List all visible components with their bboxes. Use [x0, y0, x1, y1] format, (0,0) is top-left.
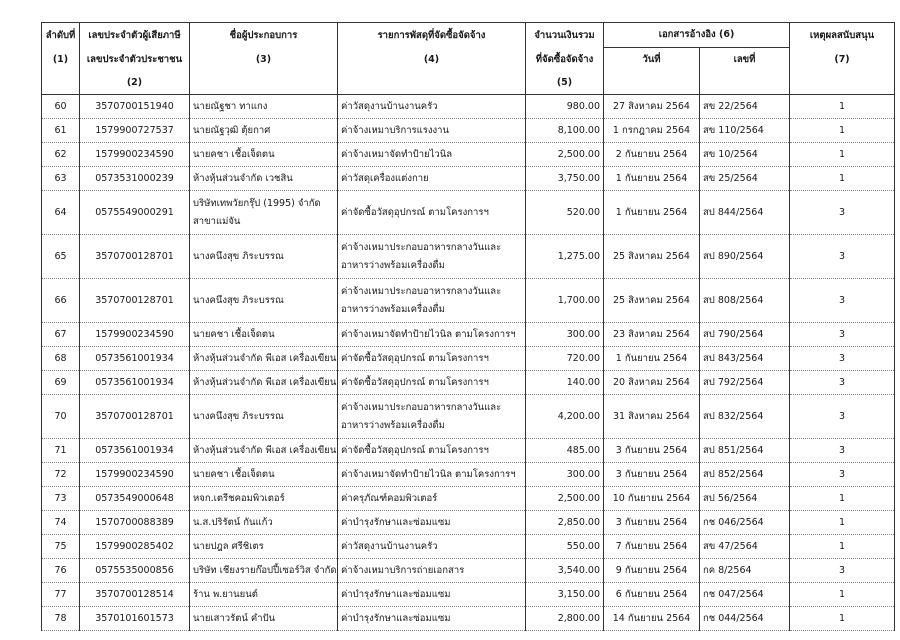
cell-item: ค่าจัดซื้อวัสดุอุปกรณ์ ตามโครงการฯ [338, 191, 526, 235]
cell-vendor: นายคชา เชื้อเจ็ดตน [190, 463, 338, 487]
cell-seq: 60 [42, 95, 80, 119]
table-row [42, 395, 895, 439]
table-body [42, 95, 895, 631]
cell-seq: 61 [42, 119, 80, 143]
cell-item: ค่าจ้างเหมาจัดทำป้ายไวนิล [338, 143, 526, 167]
cell-amount: 2,800.00 [526, 607, 604, 631]
cell-seq: 67 [42, 323, 80, 347]
cell-vendor: นายปฎล ศรีชิเตร [190, 535, 338, 559]
header-ref-no: เลขที่ [700, 48, 790, 72]
cell-taxid: 0573531000239 [80, 167, 190, 191]
cell-vendor: น.ส.ปริรัตน์ กันแก้ว [190, 511, 338, 535]
cell-item: ค่าจัดซื้อวัสดุอุปกรณ์ ตามโครงการฯ [338, 347, 526, 371]
cell-seq: 72 [42, 463, 80, 487]
cell-item-line2: อาหารว่างพร้อมเครื่องดื่ม [341, 303, 445, 315]
cell-item [338, 279, 526, 323]
cell-amount: 550.00 [526, 535, 604, 559]
cell-ref-date: 7 กันยายน 2564 [604, 535, 700, 559]
cell-vendor: นางคนึงสุข ภิระบรรณ [190, 279, 338, 323]
cell-amount: 3,150.00 [526, 583, 604, 607]
cell-reason: 3 [790, 463, 895, 487]
cell-item-line1: ค่าจ้างเหมาประกอบอาหารกลางวันและ [341, 286, 502, 298]
cell-ref-no: สป 843/2564 [700, 347, 790, 371]
cell-seq: 68 [42, 347, 80, 371]
cell-taxid: 0573561001934 [80, 439, 190, 463]
cell-amount: 4,200.00 [526, 395, 604, 439]
header-amount-sub: ที่จัดซื้อจัดจ้าง [526, 48, 604, 72]
cell-amount: 485.00 [526, 439, 604, 463]
cell-ref-no: สป 792/2564 [700, 371, 790, 395]
cell-ref-no: สป 844/2564 [700, 191, 790, 235]
cell-seq: 64 [42, 191, 80, 235]
cell-vendor [190, 191, 338, 235]
header-seq: ลำดับที่ [42, 23, 80, 48]
table-row [42, 371, 895, 395]
cell-ref-no: สป 851/2564 [700, 439, 790, 463]
cell-taxid: 1579900285402 [80, 535, 190, 559]
cell-vendor: หจก.เตรีชคอมพิวเตอร์ [190, 487, 338, 511]
cell-vendor: ห้างหุ้นส่วนจำกัด เวชสิน [190, 167, 338, 191]
cell-item: ค่าวัสดุงานบ้านงานครัว [338, 535, 526, 559]
cell-taxid: 0573561001934 [80, 371, 190, 395]
header-amount-num: (5) [526, 71, 604, 95]
cell-taxid: 0573561001934 [80, 347, 190, 371]
cell-vendor: นายคชา เชื้อเจ็ดตน [190, 143, 338, 167]
cell-reason: 3 [790, 439, 895, 463]
header-reason-num: (7) [790, 48, 895, 72]
cell-reason: 1 [790, 583, 895, 607]
table-row [42, 487, 895, 511]
cell-item: ค่าจัดซื้อวัสดุอุปกรณ์ ตามโครงการฯ [338, 439, 526, 463]
cell-ref-date: 1 กันยายน 2564 [604, 191, 700, 235]
cell-ref-date: 1 กรกฎาคม 2564 [604, 119, 700, 143]
cell-vendor: นางคนึงสุข ภิระบรรณ [190, 235, 338, 279]
cell-ref-date: 14 กันยายน 2564 [604, 607, 700, 631]
cell-taxid: 3570700128701 [80, 235, 190, 279]
cell-item: ค่าวัสดุงานบ้านงานครัว [338, 95, 526, 119]
table-row [42, 279, 895, 323]
header-reason: เหตุผลสนับสนุน [790, 23, 895, 48]
cell-seq: 73 [42, 487, 80, 511]
cell-ref-date: 9 กันยายน 2564 [604, 559, 700, 583]
cell-vendor: บริษัท เชียงรายก๊อปปี้เซอร์วิส จำกัด [190, 559, 338, 583]
cell-taxid: 0575549000291 [80, 191, 190, 235]
cell-amount: 1,275.00 [526, 235, 604, 279]
cell-amount: 2,500.00 [526, 143, 604, 167]
cell-reason: 1 [790, 487, 895, 511]
cell-vendor: ร้าน พ.ยานยนต์ [190, 583, 338, 607]
cell-seq: 65 [42, 235, 80, 279]
cell-seq: 76 [42, 559, 80, 583]
cell-item: ค่าจัดซื้อวัสดุอุปกรณ์ ตามโครงการฯ [338, 371, 526, 395]
table-row [42, 583, 895, 607]
cell-ref-no: กค 8/2564 [700, 559, 790, 583]
table-row [42, 607, 895, 631]
cell-taxid: 1579900727537 [80, 119, 190, 143]
cell-item [338, 395, 526, 439]
cell-ref-date: 3 กันยายน 2564 [604, 439, 700, 463]
header-taxid: เลขประจำตัวผู้เสียภาษี [80, 23, 190, 48]
cell-ref-no: สข 10/2564 [700, 143, 790, 167]
cell-taxid: 1570700088389 [80, 511, 190, 535]
cell-reason: 3 [790, 235, 895, 279]
cell-vendor: นายณัฐวุฒิ ตุ้ยกาศ [190, 119, 338, 143]
cell-ref-date: 2 กันยายน 2564 [604, 143, 700, 167]
table-row [42, 95, 895, 119]
table-row [42, 191, 895, 235]
table-row [42, 119, 895, 143]
cell-reason: 3 [790, 191, 895, 235]
cell-ref-date: 20 สิงหาคม 2564 [604, 371, 700, 395]
cell-ref-date: 3 กันยายน 2564 [604, 463, 700, 487]
cell-reason: 1 [790, 535, 895, 559]
cell-ref-no: สป 890/2564 [700, 235, 790, 279]
cell-item: ค่าจ้างเหมาจัดทำป้ายไวนิล ตามโครงการฯ [338, 463, 526, 487]
cell-item [338, 235, 526, 279]
cell-amount: 720.00 [526, 347, 604, 371]
cell-item: ค่าบำรุงรักษาและซ่อมแซม [338, 511, 526, 535]
table-row [42, 323, 895, 347]
cell-item: ค่าจ้างเหมาบริการแรงงาน [338, 119, 526, 143]
cell-reason: 1 [790, 511, 895, 535]
cell-reason: 1 [790, 119, 895, 143]
cell-item: ค่าครุภัณฑ์คอมพิวเตอร์ [338, 487, 526, 511]
cell-ref-no: สข 47/2564 [700, 535, 790, 559]
cell-ref-no: สข 25/2564 [700, 167, 790, 191]
cell-ref-no: สข 110/2564 [700, 119, 790, 143]
cell-taxid: 0575535000856 [80, 559, 190, 583]
header-taxid-num: (2) [80, 71, 190, 95]
cell-taxid: 3570101601573 [80, 607, 190, 631]
cell-vendor: ห้างหุ้นส่วนจำกัด พีเอส เครื่องเขียน [190, 347, 338, 371]
cell-reason: 3 [790, 347, 895, 371]
cell-amount: 1,700.00 [526, 279, 604, 323]
cell-ref-date: 1 กันยายน 2564 [604, 347, 700, 371]
cell-item-line2: อาหารว่างพร้อมเครื่องดื่ม [341, 419, 445, 431]
cell-seq: 77 [42, 583, 80, 607]
table-row [42, 143, 895, 167]
cell-reason: 1 [790, 143, 895, 167]
cell-reason: 1 [790, 607, 895, 631]
cell-amount: 300.00 [526, 323, 604, 347]
cell-vendor: ห้างหุ้นส่วนจำกัด พีเอส เครื่องเขียน [190, 371, 338, 395]
header-item: รายการพัสดุที่จัดซื้อจัดจ้าง [338, 23, 526, 48]
cell-ref-date: 1 กันยายน 2564 [604, 167, 700, 191]
cell-ref-date: 3 กันยายน 2564 [604, 511, 700, 535]
cell-seq: 69 [42, 371, 80, 395]
cell-seq: 63 [42, 167, 80, 191]
header-vendor-num: (3) [190, 48, 338, 72]
cell-ref-date: 27 สิงหาคม 2564 [604, 95, 700, 119]
cell-taxid: 1579900234590 [80, 323, 190, 347]
cell-reason: 3 [790, 559, 895, 583]
cell-seq: 62 [42, 143, 80, 167]
cell-reason: 1 [790, 167, 895, 191]
cell-amount: 3,540.00 [526, 559, 604, 583]
cell-taxid: 1579900234590 [80, 463, 190, 487]
cell-item: ค่าจ้างเหมาจัดทำป้ายไวนิล ตามโครงการฯ [338, 323, 526, 347]
cell-ref-no: สป 790/2564 [700, 323, 790, 347]
cell-ref-date: 23 สิงหาคม 2564 [604, 323, 700, 347]
cell-taxid: 3570700151940 [80, 95, 190, 119]
header-amount: จำนวนเงินรวม [526, 23, 604, 48]
cell-ref-no: สป 808/2564 [700, 279, 790, 323]
cell-ref-no: กช 046/2564 [700, 511, 790, 535]
cell-ref-date: 31 สิงหาคม 2564 [604, 395, 700, 439]
cell-ref-date: 25 สิงหาคม 2564 [604, 279, 700, 323]
cell-ref-no: สป 56/2564 [700, 487, 790, 511]
cell-ref-date: 25 สิงหาคม 2564 [604, 235, 700, 279]
cell-ref-no: สข 22/2564 [700, 95, 790, 119]
cell-ref-date: 10 กันยายน 2564 [604, 487, 700, 511]
cell-ref-no: สป 852/2564 [700, 463, 790, 487]
cell-amount: 140.00 [526, 371, 604, 395]
cell-amount: 300.00 [526, 463, 604, 487]
cell-ref-no: กช 044/2564 [700, 607, 790, 631]
cell-seq: 70 [42, 395, 80, 439]
cell-amount: 2,500.00 [526, 487, 604, 511]
cell-ref-no: สป 832/2564 [700, 395, 790, 439]
cell-taxid: 1579900234590 [80, 143, 190, 167]
cell-reason: 3 [790, 395, 895, 439]
cell-reason: 3 [790, 323, 895, 347]
table-header [42, 23, 895, 95]
table-row [42, 439, 895, 463]
cell-amount: 3,750.00 [526, 167, 604, 191]
cell-vendor-line2: สาขาแม่จัน [193, 215, 241, 227]
table-row [42, 235, 895, 279]
cell-vendor: ห้างหุ้นส่วนจำกัด พีเอส เครื่องเขียน [190, 439, 338, 463]
cell-amount: 8,100.00 [526, 119, 604, 143]
cell-seq: 75 [42, 535, 80, 559]
table-row [42, 167, 895, 191]
cell-item: ค่าจ้างเหมาบริการถ่ายเอกสาร [338, 559, 526, 583]
cell-taxid: 3570700128701 [80, 279, 190, 323]
header-seq-num: (1) [42, 48, 80, 72]
cell-item: ค่าวัสดุเครื่องแต่งกาย [338, 167, 526, 191]
table-row [42, 463, 895, 487]
cell-amount: 980.00 [526, 95, 604, 119]
cell-amount: 520.00 [526, 191, 604, 235]
cell-vendor: นายคชา เชื้อเจ็ดตน [190, 323, 338, 347]
cell-vendor-line1: บริษัทเทพวัยกรุ๊ป (1995) จำกัด [193, 198, 321, 210]
cell-vendor: นายเสาวรัตน์ คำปัน [190, 607, 338, 631]
header-taxid-sub: เลขประจำตัวประชาชน [80, 48, 190, 72]
cell-item: ค่าบำรุงรักษาและซ่อมแซม [338, 607, 526, 631]
cell-reason: 3 [790, 371, 895, 395]
cell-amount: 2,850.00 [526, 511, 604, 535]
table-row [42, 511, 895, 535]
header-vendor: ชื่อผู้ประกอบการ [190, 23, 338, 48]
cell-reason: 1 [790, 95, 895, 119]
cell-seq: 78 [42, 607, 80, 631]
cell-seq: 74 [42, 511, 80, 535]
procurement-sheet [41, 22, 894, 640]
header-ref-date: วันที่ [604, 48, 700, 72]
header-item-num: (4) [338, 48, 526, 72]
cell-taxid: 0573549000648 [80, 487, 190, 511]
cell-vendor: นายณัฐชา ทาแกง [190, 95, 338, 119]
table-row [42, 535, 895, 559]
cell-ref-date: 6 กันยายน 2564 [604, 583, 700, 607]
cell-vendor: นางคนึงสุข ภิระบรรณ [190, 395, 338, 439]
cell-item-line1: ค่าจ้างเหมาประกอบอาหารกลางวันและ [341, 242, 502, 254]
procurement-table [41, 22, 895, 631]
cell-ref-no: กช 047/2564 [700, 583, 790, 607]
cell-taxid: 3570700128701 [80, 395, 190, 439]
cell-seq: 71 [42, 439, 80, 463]
table-row [42, 347, 895, 371]
cell-reason: 3 [790, 279, 895, 323]
cell-item: ค่าบำรุงรักษาและซ่อมแซม [338, 583, 526, 607]
header-ref: เอกสารอ้างอิง (6) [604, 23, 790, 48]
table-row [42, 559, 895, 583]
cell-taxid: 3570700128514 [80, 583, 190, 607]
cell-item-line1: ค่าจ้างเหมาประกอบอาหารกลางวันและ [341, 402, 502, 414]
cell-seq: 66 [42, 279, 80, 323]
cell-item-line2: อาหารว่างพร้อมเครื่องดื่ม [341, 259, 445, 271]
